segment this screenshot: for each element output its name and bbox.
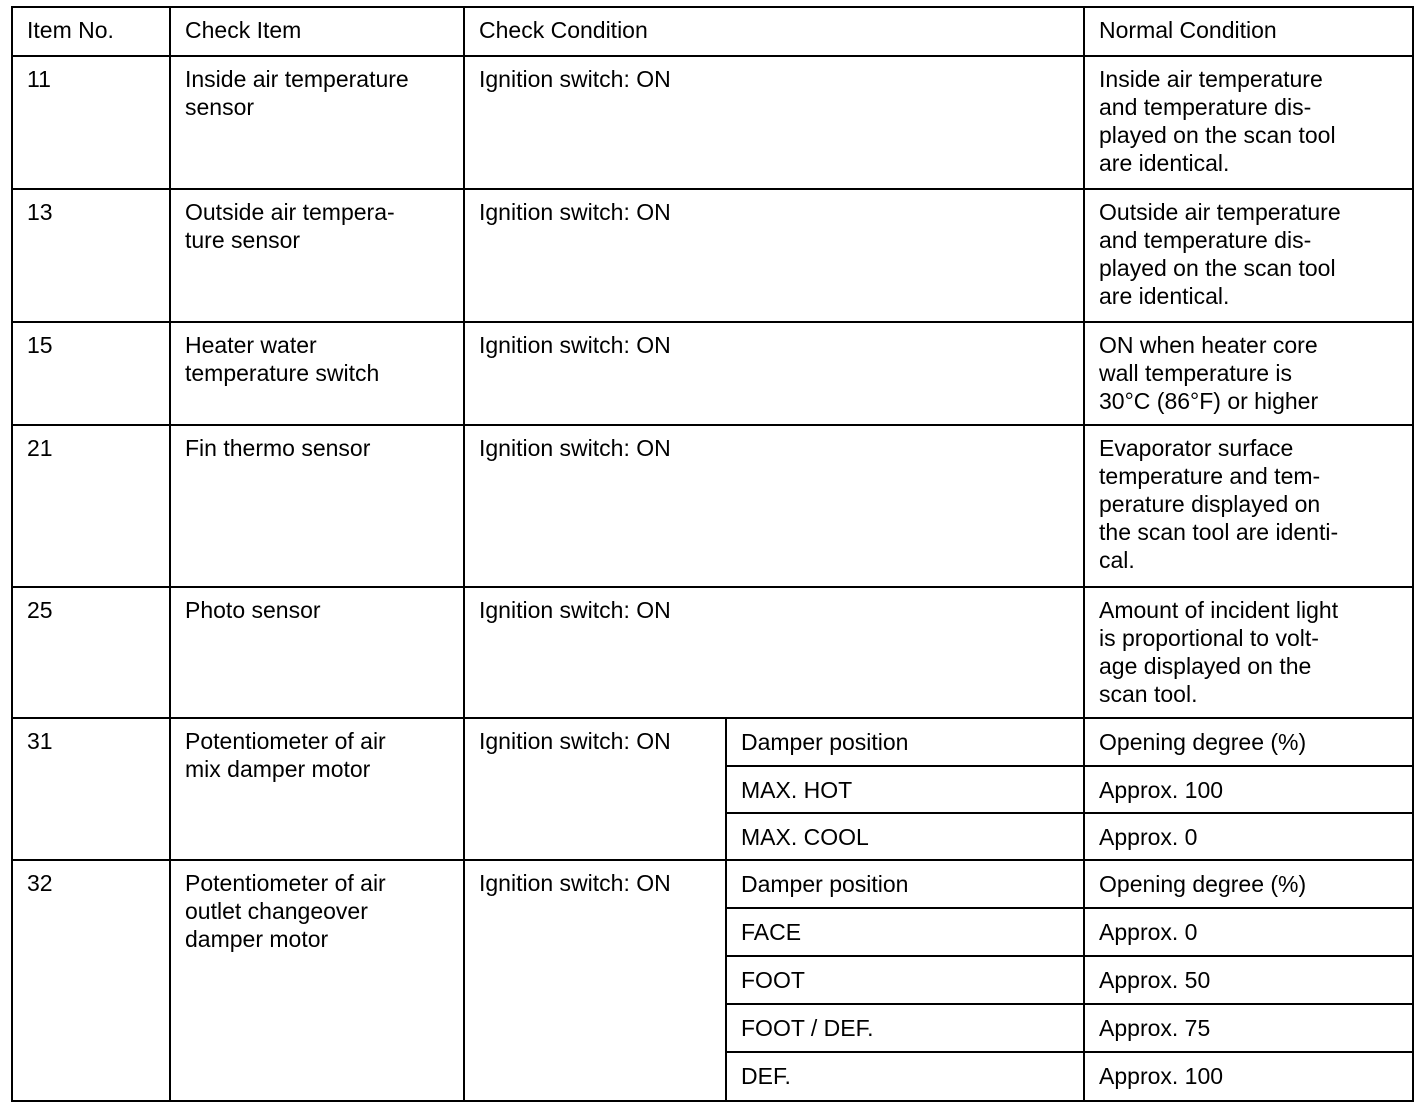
table-row	[12, 718, 1413, 766]
damper-position: MAX. COOL	[726, 813, 1084, 860]
table-row	[12, 322, 1413, 425]
table-row	[12, 587, 1413, 718]
damper-position-header: Damper position	[726, 718, 1084, 766]
item-no: 11	[12, 56, 170, 189]
check-item: Inside air temperature sensor	[170, 56, 464, 189]
damper-position: FACE	[726, 908, 1084, 956]
opening-degree: Approx. 0	[1084, 813, 1413, 860]
item-no: 32	[12, 860, 170, 1101]
opening-degree: Approx. 0	[1084, 908, 1413, 956]
check-item: Potentiometer of air outlet changeover damper motor	[170, 860, 464, 1101]
check-item: Potentiometer of air mix damper motor	[170, 718, 464, 860]
header-row	[12, 7, 1413, 56]
opening-degree: Approx. 100	[1084, 766, 1413, 813]
check-item: Photo sensor	[170, 587, 464, 718]
item-no: 21	[12, 425, 170, 587]
normal-condition: Amount of incident light is proportional to volt- age displayed on the scan tool.	[1084, 587, 1413, 718]
opening-degree-header: Opening degree (%)	[1084, 860, 1413, 908]
normal-condition: Evaporator surface temperature and tem- perature displayed on the scan tool are identi- cal.	[1084, 425, 1413, 587]
header-check-condition: Check Condition	[464, 7, 1084, 56]
check-condition: Ignition switch: ON	[464, 56, 1084, 189]
normal-condition: Outside air temperature and temperature dis- played on the scan tool are identical.	[1084, 189, 1413, 322]
damper-position-header: Damper position	[726, 860, 1084, 908]
check-condition: Ignition switch: ON	[464, 322, 1084, 425]
damper-position: MAX. HOT	[726, 766, 1084, 813]
opening-degree: Approx. 75	[1084, 1004, 1413, 1052]
damper-position: FOOT	[726, 956, 1084, 1004]
item-no: 31	[12, 718, 170, 860]
check-condition: Ignition switch: ON	[464, 189, 1084, 322]
check-table-page	[11, 6, 1412, 1098]
item-no: 13	[12, 189, 170, 322]
check-item: Heater water temperature switch	[170, 322, 464, 425]
table-row	[12, 860, 1413, 908]
table-row	[12, 425, 1413, 587]
check-condition: Ignition switch: ON	[464, 587, 1084, 718]
damper-position: FOOT / DEF.	[726, 1004, 1084, 1052]
table-row	[12, 189, 1413, 322]
header-item-no: Item No.	[12, 7, 170, 56]
check-item: Outside air tempera- ture sensor	[170, 189, 464, 322]
item-no: 25	[12, 587, 170, 718]
check-item: Fin thermo sensor	[170, 425, 464, 587]
opening-degree: Approx. 50	[1084, 956, 1413, 1004]
header-check-item: Check Item	[170, 7, 464, 56]
table-row	[12, 56, 1413, 189]
opening-degree: Approx. 100	[1084, 1052, 1413, 1101]
damper-position: DEF.	[726, 1052, 1084, 1101]
normal-condition: ON when heater core wall temperature is 30°C (86°F) or higher	[1084, 322, 1413, 425]
check-condition: Ignition switch: ON	[464, 718, 726, 860]
check-table	[11, 6, 1414, 1102]
check-condition: Ignition switch: ON	[464, 425, 1084, 587]
item-no: 15	[12, 322, 170, 425]
opening-degree-header: Opening degree (%)	[1084, 718, 1413, 766]
check-condition: Ignition switch: ON	[464, 860, 726, 1101]
header-normal-condition: Normal Condition	[1084, 7, 1413, 56]
normal-condition: Inside air temperature and temperature dis- played on the scan tool are identical.	[1084, 56, 1413, 189]
